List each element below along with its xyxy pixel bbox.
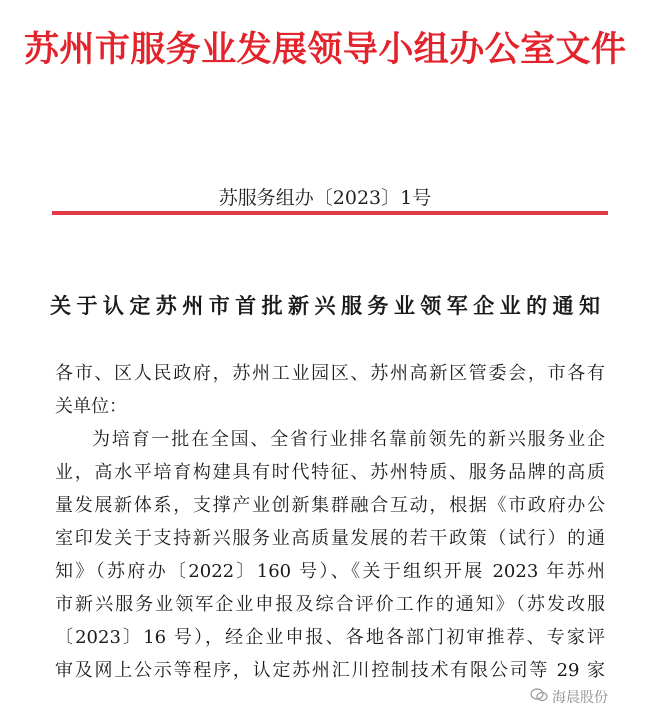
watermark <box>530 688 608 707</box>
body-line: 审及网上公示等程序，认定苏州汇川控制技术有限公司等 29 家 <box>55 660 605 681</box>
red-divider <box>52 211 608 215</box>
document-number: 苏服务组办〔2023〕1号 <box>218 187 432 209</box>
body-line: 为培育一批在全国、全省行业排名靠前领先的新兴服务业企 <box>92 429 605 450</box>
document-header: 苏州市服务业发展领导小组办公室文件 <box>24 30 626 70</box>
body-line: 知》（苏府办〔2022〕160 号）、《关于组织开展 2023 年苏州 <box>55 561 605 582</box>
body-line: 关单位： <box>55 396 127 417</box>
body-line: 业，高水平培育构建具有时代特征、苏州特质、服务品牌的高质 <box>55 462 605 483</box>
wechat-icon <box>530 688 548 707</box>
notice-title: 关于认定苏州市首批新兴服务业领军企业的通知 <box>50 294 600 318</box>
body-line: 室印发关于支持新兴服务业高质量发展的若干政策（试行）的通 <box>55 528 605 549</box>
body-line: 量发展新体系，支撑产业创新集群融合互动，根据《市政府办公 <box>55 495 605 516</box>
watermark-text: 海晨股份 <box>552 689 608 706</box>
body-line: 市新兴服务业领军企业申报及综合评价工作的通知》（苏发改服 <box>55 594 605 615</box>
body-line: 〔2023〕16 号），经企业申报、各地各部门初审推荐、专家评 <box>55 627 605 648</box>
body-line: 各市、区人民政府，苏州工业园区、苏州高新区管委会，市各有 <box>55 363 605 384</box>
